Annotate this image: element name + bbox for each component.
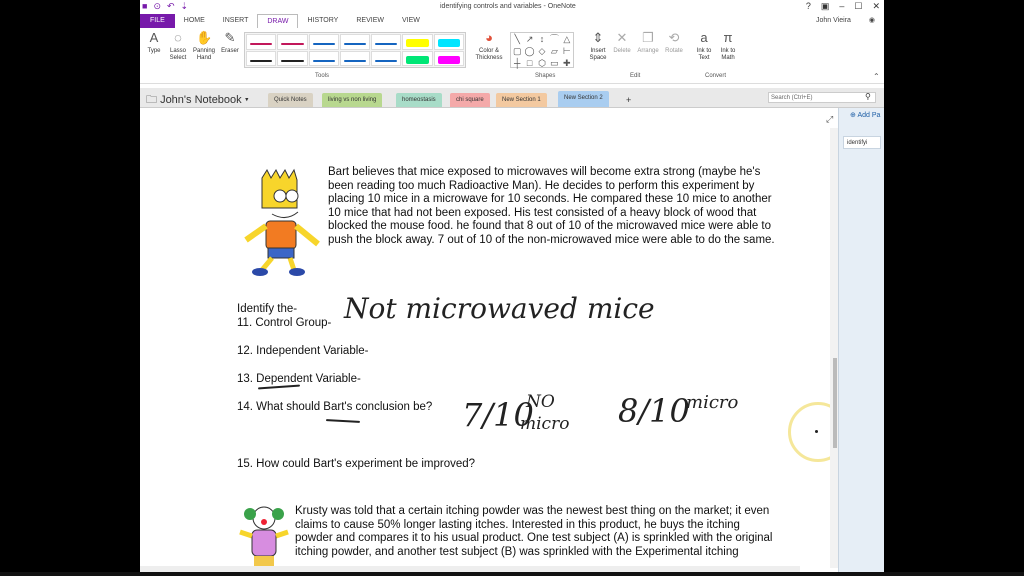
page-list-pane <box>838 108 884 576</box>
collapse-ribbon-icon[interactable]: ⌃ <box>873 72 880 81</box>
delete-icon: ✕ <box>616 30 628 45</box>
pen-swatch-5[interactable] <box>371 34 401 50</box>
para-shape-icon[interactable]: ▱ <box>550 46 558 56</box>
avatar[interactable]: ◉ <box>868 17 875 24</box>
type-button[interactable]: A Type <box>147 30 161 54</box>
pen-swatch-8[interactable] <box>246 51 276 67</box>
cursor-dot <box>815 430 818 433</box>
box-shape-icon[interactable]: ▢ <box>512 46 522 56</box>
question-15: 15. How could Bart's experiment be improved? <box>237 458 476 470</box>
hand-icon: ✋ <box>196 30 213 45</box>
add-section-button[interactable]: + <box>620 93 637 107</box>
rotate-icon: ⟲ <box>668 30 680 45</box>
ellipse-shape-icon[interactable]: ◯ <box>524 46 535 56</box>
note-page[interactable] <box>140 108 838 568</box>
shapes-gallery[interactable] <box>510 32 574 68</box>
arrange-icon: ❐ <box>642 30 654 45</box>
question-13: 13. Dependent Variable- <box>237 373 361 385</box>
diamond-shape-icon[interactable]: ◇ <box>538 46 546 56</box>
search-icon[interactable]: ⚲ <box>865 92 871 101</box>
axis-shape-icon[interactable]: ┼ <box>514 58 521 68</box>
tab-review[interactable]: REVIEW <box>356 17 384 24</box>
notebook-name[interactable]: 🗀 John's Notebook ▾ <box>146 94 249 106</box>
title-bar <box>140 0 884 14</box>
identify-heading: Identify the- <box>237 303 298 315</box>
pen-swatch-12[interactable] <box>371 51 401 67</box>
eraser-button[interactable]: ✎ Eraser <box>221 30 239 54</box>
krusty-paragraph: Krusty was told that a certain itching powder was the newest best thing on the market; it even claims to cause 50% longer lasting itches. Interested in this product, he buys the itching powder and compares it to his usual product. One test subject (A) is sprinkled with the original itching powder, and another test subject (B) was sprinkled with the Experimental itching <box>295 505 773 558</box>
insert-space-button[interactable]: ⇕ Insert Space <box>589 30 607 61</box>
pen-swatch-7[interactable] <box>434 34 464 50</box>
window-controls <box>806 1 880 12</box>
maximize-icon[interactable]: ☐ <box>854 1 863 11</box>
tab-file[interactable]: FILE <box>140 14 175 28</box>
ribbon <box>140 28 884 84</box>
pen-swatch-1[interactable] <box>246 34 276 50</box>
lasso-select-button[interactable]: ◌ Lasso Select <box>169 30 187 61</box>
section-tab-chi-square[interactable]: chi square <box>450 93 490 107</box>
tab-draw[interactable]: DRAW <box>257 14 298 28</box>
ink-underline-barts <box>326 419 360 422</box>
square-shape-icon[interactable]: □ <box>526 58 533 68</box>
convert-group-label: Convert <box>705 73 727 79</box>
ink-fraction-7-10: 7/10 <box>462 396 534 434</box>
close-icon[interactable]: ✕ <box>872 1 880 11</box>
ink-control-answer: Not microwaved mice <box>344 292 655 325</box>
bottom-border <box>0 572 1024 576</box>
add-page-icon: ⊕ <box>850 112 858 119</box>
bart-paragraph: Bart believes that mice exposed to microwaves will become extra strong (maybe he's been reading too much Radioactive Man). He decides to perform this experiment by placing 10 mice in a microwave for 10 seconds. He compared these 10 mice to another 10 mice that had not been exposed. His test consisted of a heavy block of wood that blocked the mouse food. he found that 8 out of 10 of the microwaved mice were able to push the block away. 7 out of 10 of the non-microwaved mice were able to do the same. <box>328 166 775 246</box>
eraser-icon: ✎ <box>224 30 236 45</box>
help-icon[interactable]: ? <box>805 1 811 11</box>
pen-swatch-4[interactable] <box>340 34 370 50</box>
pen-swatch-14[interactable] <box>434 51 464 67</box>
expand-page-icon[interactable]: ⤢ <box>826 114 834 124</box>
tools-group-label: Tools <box>315 73 330 79</box>
ink-to-math-icon: π <box>723 30 733 45</box>
pen-swatch-9[interactable] <box>277 51 307 67</box>
pen-swatch-3[interactable] <box>309 34 339 50</box>
bart-illustration <box>232 166 326 276</box>
pen-swatch-11[interactable] <box>340 51 370 67</box>
pen-swatch-10[interactable] <box>309 51 339 67</box>
ink-micro-label-2: micro <box>686 392 739 413</box>
arrange-button[interactable]: ❐ Arrange <box>637 30 659 54</box>
rotate-button[interactable]: ⟲ Rotate <box>665 30 683 54</box>
delete-button[interactable]: ✕ Delete <box>613 30 631 54</box>
question-12: 12. Independent Variable- <box>237 345 369 357</box>
notebook-icon: 🗀 <box>146 94 161 106</box>
dropdown-icon[interactable]: ⇣ <box>180 1 189 11</box>
lasso-icon: ◌ <box>174 30 182 45</box>
edit-group-label: Edit <box>630 73 641 79</box>
line-shape-icon[interactable]: ╲ <box>514 34 520 44</box>
ink-to-text-button[interactable]: a Ink to Text <box>696 30 712 61</box>
onenote-window <box>140 0 884 576</box>
cross-shape-icon[interactable]: ✚ <box>563 58 571 68</box>
question-11: 11. Control Group- <box>237 317 332 329</box>
vertical-scrollbar[interactable] <box>830 128 838 568</box>
tab-insert[interactable]: INSERT <box>222 17 249 24</box>
tab-history[interactable]: HISTORY <box>307 17 339 24</box>
pen-swatch-2[interactable] <box>277 34 307 50</box>
onenote-logo-icon: ■ <box>142 1 148 11</box>
back-icon[interactable]: ⊙ <box>153 1 161 11</box>
page-tab-identifying[interactable]: identifyi <box>843 136 881 149</box>
section-tab-living[interactable]: living vs non living <box>322 93 382 107</box>
arrow-shape-icon[interactable]: ↗ <box>525 34 534 44</box>
user-name[interactable]: John Vieira <box>815 17 851 24</box>
section-tab-new-section-1[interactable]: New Section 1 <box>496 93 547 107</box>
window-title: identifying controls and variables - OneNote <box>440 3 576 10</box>
krusty-illustration <box>236 504 292 568</box>
shapes-group-label: Shapes <box>535 73 556 79</box>
quick-access-toolbar <box>142 1 188 12</box>
double-arrow-shape-icon[interactable]: ↕ <box>539 34 545 44</box>
triangle-shape-icon[interactable]: △ <box>563 34 571 44</box>
curve-shape-icon[interactable]: ⌒ <box>549 34 559 44</box>
panning-hand-button[interactable]: ✋ Panning Hand <box>192 30 216 61</box>
ink-fraction-8-10: 8/10 <box>618 392 690 430</box>
section-tab-quick-notes[interactable]: Quick Notes <box>268 93 313 107</box>
color-thickness-button[interactable]: ◕ Color & Thickness <box>475 30 503 61</box>
insert-space-icon: ⇕ <box>592 30 604 45</box>
rect-shape-icon[interactable]: ▭ <box>550 58 559 68</box>
tab-home[interactable]: HOME <box>183 17 205 24</box>
restore-icon[interactable]: ▣ <box>820 1 830 11</box>
undo-icon[interactable]: ↶ <box>166 1 175 11</box>
palette-icon: ◕ <box>485 30 493 45</box>
question-14: 14. What should Bart's conclusion be? <box>237 401 433 413</box>
minimize-icon[interactable]: – <box>839 1 845 11</box>
pen-swatch-6[interactable] <box>402 34 432 50</box>
ink-to-text-icon: a <box>700 30 708 45</box>
ribbon-tabs <box>140 14 884 28</box>
type-icon: A <box>149 30 159 45</box>
section-tab-homeostasis[interactable]: homeostasis <box>396 93 442 107</box>
section-tab-new-section-2[interactable]: New Section 2 <box>558 91 609 107</box>
hex-shape-icon[interactable]: ⬡ <box>538 58 546 68</box>
scrollbar-thumb[interactable] <box>833 358 837 448</box>
search-input[interactable]: Search (Ctrl+E) <box>768 92 876 103</box>
add-page-button[interactable]: ⊕ Add Pa <box>850 112 881 119</box>
graph-shape-icon[interactable]: ⊢ <box>562 46 571 56</box>
notebook-bar <box>140 88 884 108</box>
pen-swatch-13[interactable] <box>402 51 432 67</box>
tab-view[interactable]: VIEW <box>401 17 420 24</box>
pen-gallery <box>244 32 466 68</box>
ink-micro-label-1: micro <box>520 414 570 434</box>
ink-to-math-button[interactable]: π Ink to Math <box>720 30 736 61</box>
ink-no-label: NO <box>526 392 555 412</box>
